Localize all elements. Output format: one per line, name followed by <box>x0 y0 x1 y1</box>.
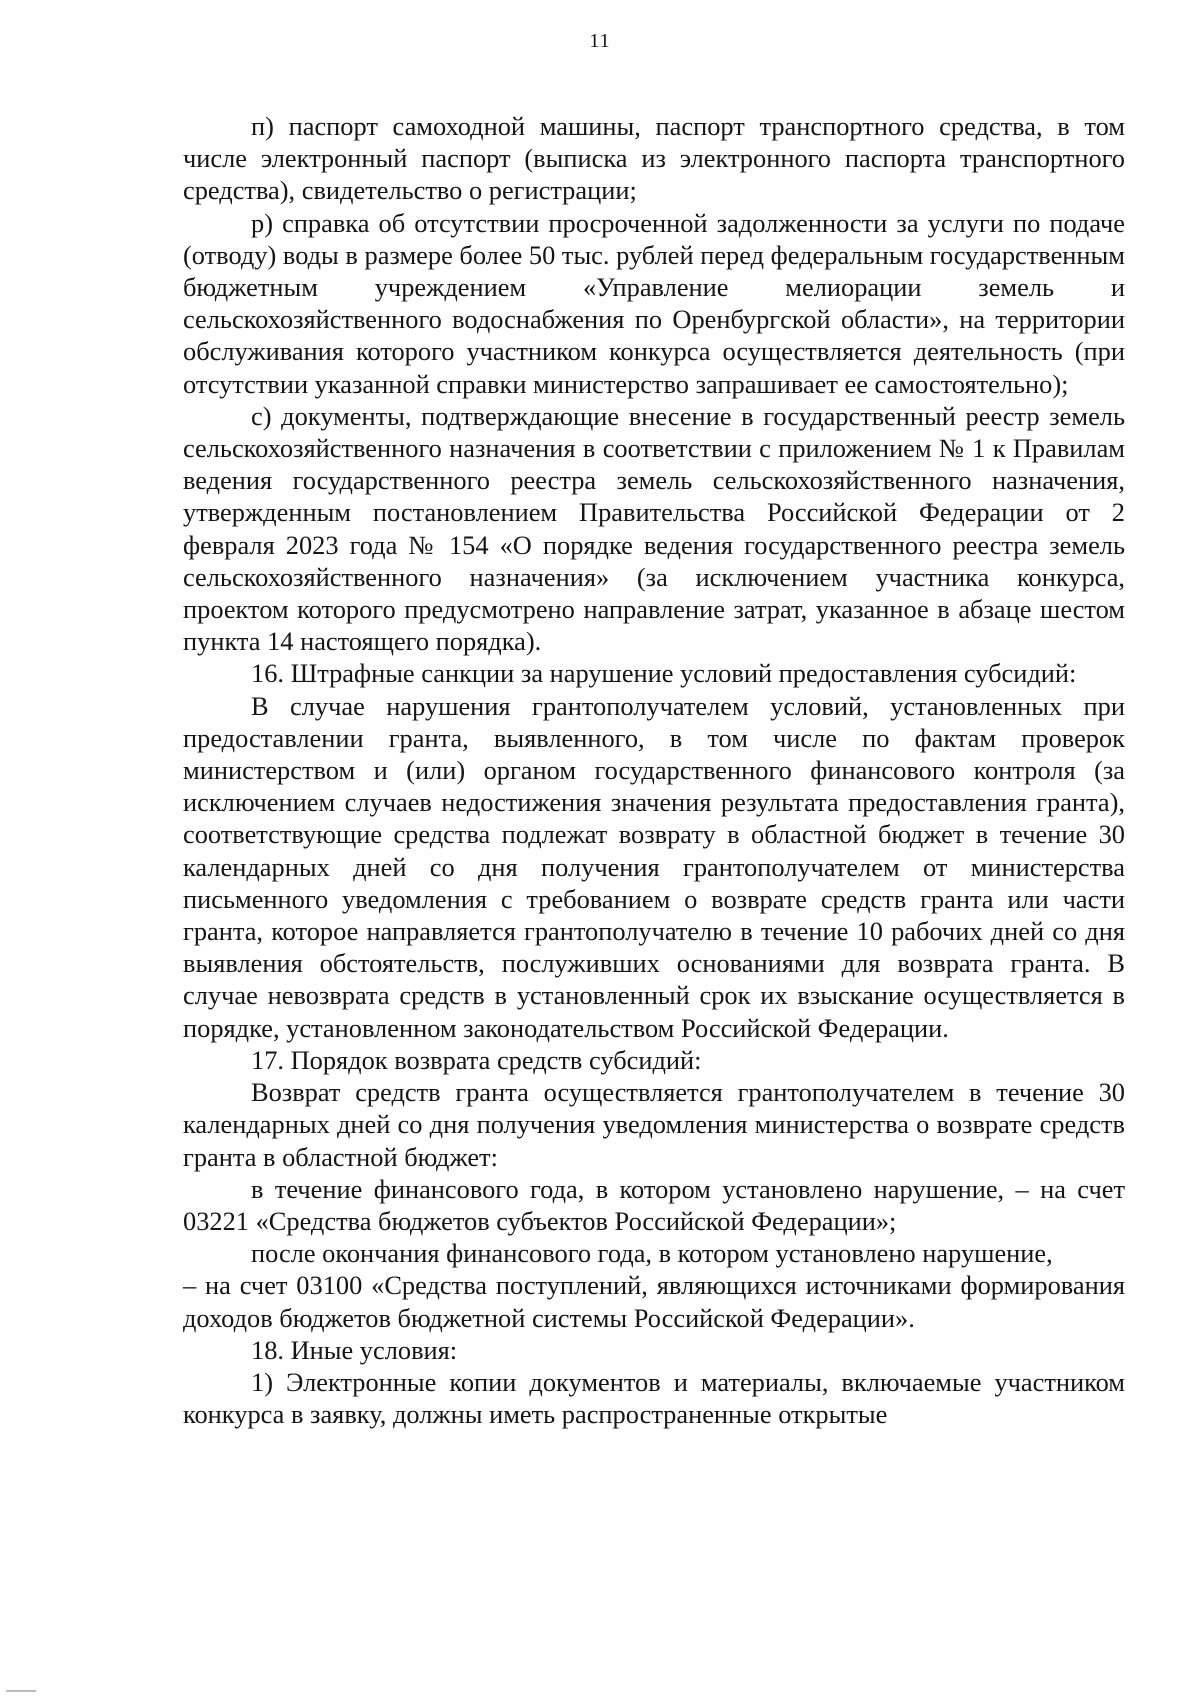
section-17-item-after-year-continuation: – на счет 03100 «Средства поступлений, являющихся источниками формирования доходов бюджетов бюджетной системы Российской Федерации». <box>183 1270 1125 1333</box>
section-18-item-1: 1) Электронные копии документов и материалы, включаемые участником конкурса в заявку, должны иметь распространенные открытые <box>183 1366 1125 1430</box>
paragraph-p: п) паспорт самоходной машины, паспорт транспортного средства, в том числе электронный паспорт (выписка из электронного паспорта транспортного средства), свидетельство о регистрации; <box>183 111 1125 206</box>
section-16-text: В случае нарушения грантополучателем условий, установленных при предоставлении гранта, выявленного, в том числе по фактам проверок министерством и (или) органом государственного финансового контроля (за исключением случаев недостижения значения результата предоставления гранта), соответствующие средства подлежат возврату в областной бюджет в течение 30 календарных дней со дня получения грантополучателем от министерства письменного уведомления с требованием о возврате средств гранта или части гранта, которое направляется грантополучателю в течение 10 рабочих дней со дня выявления обстоятельств, послуживших основаниями для возврата гранта. В случае невозврата средств в установленный срок их взыскание осуществляется в порядке, установленном законодательством Российской Федерации. <box>183 690 1125 1043</box>
page-number: 11 <box>589 30 611 52</box>
section-16-heading: 16. Штрафные санкции за нарушение условий предоставления субсидий: <box>251 658 1077 689</box>
paragraph-s: с) документы, подтверждающие внесение в государственный реестр земель сельскохозяйственного назначения в соответствии с приложением № 1 к Правилам ведения государственного реестра земель сельскохозяйственного назначения, утвержденным постановлением Правительства Российской Федерации от 2 февраля 2023 года № 154 «О порядке ведения государственного реестра земель сельскохозяйственного назначения» (за исключением участника конкурса, проектом которого предусмотрено направление затрат, указанное в абзаце шестом пункта 14 настоящего порядка). <box>183 400 1125 657</box>
scan-artifact <box>6 1690 36 1692</box>
section-17-heading: 17. Порядок возврата средств субсидий: <box>251 1044 702 1075</box>
paragraph-r: р) справка об отсутствии просроченной задолженности за услуги по подаче (отводу) воды в размере более 50 тыс. рублей перед федеральным государственным бюджетным учреждением «Управление мелиорации земель и сельскохозяйственного водоснабжения по Оренбургской области», на территории обслуживания которого участником конкурса осуществляется деятельность (при отсутствии указанной справки министерство запрашивает ее самостоятельно); <box>183 207 1125 399</box>
section-18-heading: 18. Иные условия: <box>251 1334 458 1365</box>
section-17-item-current-year: в течение финансового года, в котором установлено нарушение, – на счет 03221 «Средства бюджетов субъектов Российской Федерации»; <box>183 1173 1125 1236</box>
section-17-text: Возврат средств гранта осуществляется грантополучателем в течение 30 календарных дней со дня получения уведомления министерства о возврате средств гранта в областной бюджет: <box>183 1077 1125 1172</box>
section-17-item-after-year: после окончания финансового года, в котором установлено нарушение, <box>251 1238 1053 1269</box>
document-body <box>183 110 1125 1430</box>
